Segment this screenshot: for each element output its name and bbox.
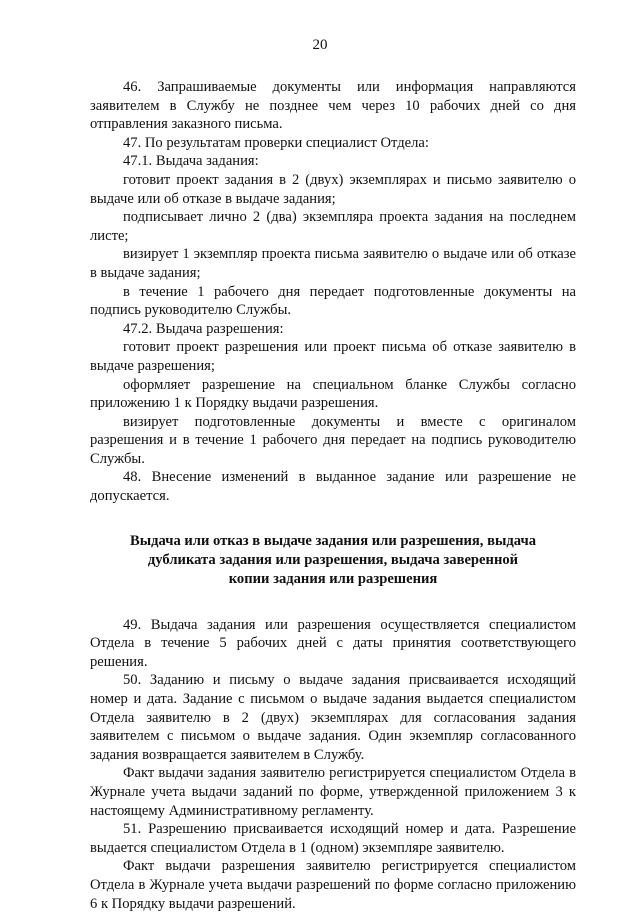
paragraph-47-2-item-1: готовит проект разрешения или проект письма об отказе заявителю в выдаче разрешения; — [90, 339, 576, 374]
section-heading-line-3: копии задания или разрешения — [228, 570, 438, 587]
paragraph-46: 46. Запрашиваемые документы или информация направляются заявителем в Службу не позднее чем через 10 рабочих дней со дня отправления заказного письма. — [90, 79, 576, 133]
paragraph-47-1: 47.1. Выдача задания: — [123, 153, 259, 170]
paragraph-47-2: 47.2. Выдача разрешения: — [123, 320, 284, 337]
section-heading — [90, 532, 576, 589]
paragraph-47-1-item-2: подписывает лично 2 (два) экземпляра проекта задания на последнем листе; — [90, 209, 576, 244]
paragraph-47-1-item-4: в течение 1 рабочего дня передает подготовленные документы на подпись руководителю Службы. — [90, 283, 576, 319]
paragraph-51-fact: Факт выдачи разрешения заявителю регистрируется специалистом Отдела в Журнале учета выдачи разрешений по форме согласно приложению 6 к Порядку выдачи разрешений. — [90, 858, 576, 912]
paragraph-50-fact: Факт выдачи задания заявителю регистрируется специалистом Отдела в Журнале учета выдачи заданий по форме, утвержденной приложением 3 к настоящему Административному регламенту. — [90, 765, 576, 819]
paragraph-47-2-item-3: визирует подготовленные документы и вместе с оригиналом разрешения и в течение 1 рабочего дня передает на подпись руководителю Службы. — [90, 413, 576, 467]
paragraph-51: 51. Разрешению присваивается исходящий номер и дата. Разрешение выдается специалистом Отдела в 1 (одном) экземпляре заявителю. — [90, 821, 576, 856]
paragraph-47: 47. По результатам проверки специалист Отдела: — [123, 134, 429, 151]
paragraph-49: 49. Выдача задания или разрешения осуществляется специалистом Отдела в течение 5 рабочих дней с даты принятия соответствующего решения. — [90, 616, 576, 670]
paragraph-48: 48. Внесение изменений в выданное задание или разрешение не допускается. — [90, 469, 576, 505]
paragraph-47-2-item-2: оформляет разрешение на специальном бланке Службы согласно приложению 1 к Порядку выдачи разрешения. — [90, 376, 576, 412]
page-number: 20 — [312, 37, 328, 53]
paragraph-47-1-item-1: готовит проект задания в 2 (двух) экземплярах и письмо заявителю о выдаче или об отказе в выдаче задания; — [90, 171, 576, 207]
section-heading-line-2: дубликата задания или разрешения, выдача заверенной — [147, 551, 519, 568]
document-body — [90, 78, 576, 913]
paragraph-47-1-item-3: визирует 1 экземпляр проекта письма заявителю о выдаче или об отказе в выдаче задания; — [90, 246, 576, 281]
paragraph-50: 50. Заданию и письму о выдаче задания присваивается исходящий номер и дата. Задание с письмом о выдаче задания выдается специалистом Отдела заявителю в 2 (двух) экземплярах для согласования задания заявителем с письмом о выдаче задания. Один экземпляр согласованного задания возвращается заявителем в Службу. — [90, 672, 576, 763]
section-heading-line-1: Выдача или отказ в выдаче задания или разрешения, выдача — [129, 532, 536, 549]
